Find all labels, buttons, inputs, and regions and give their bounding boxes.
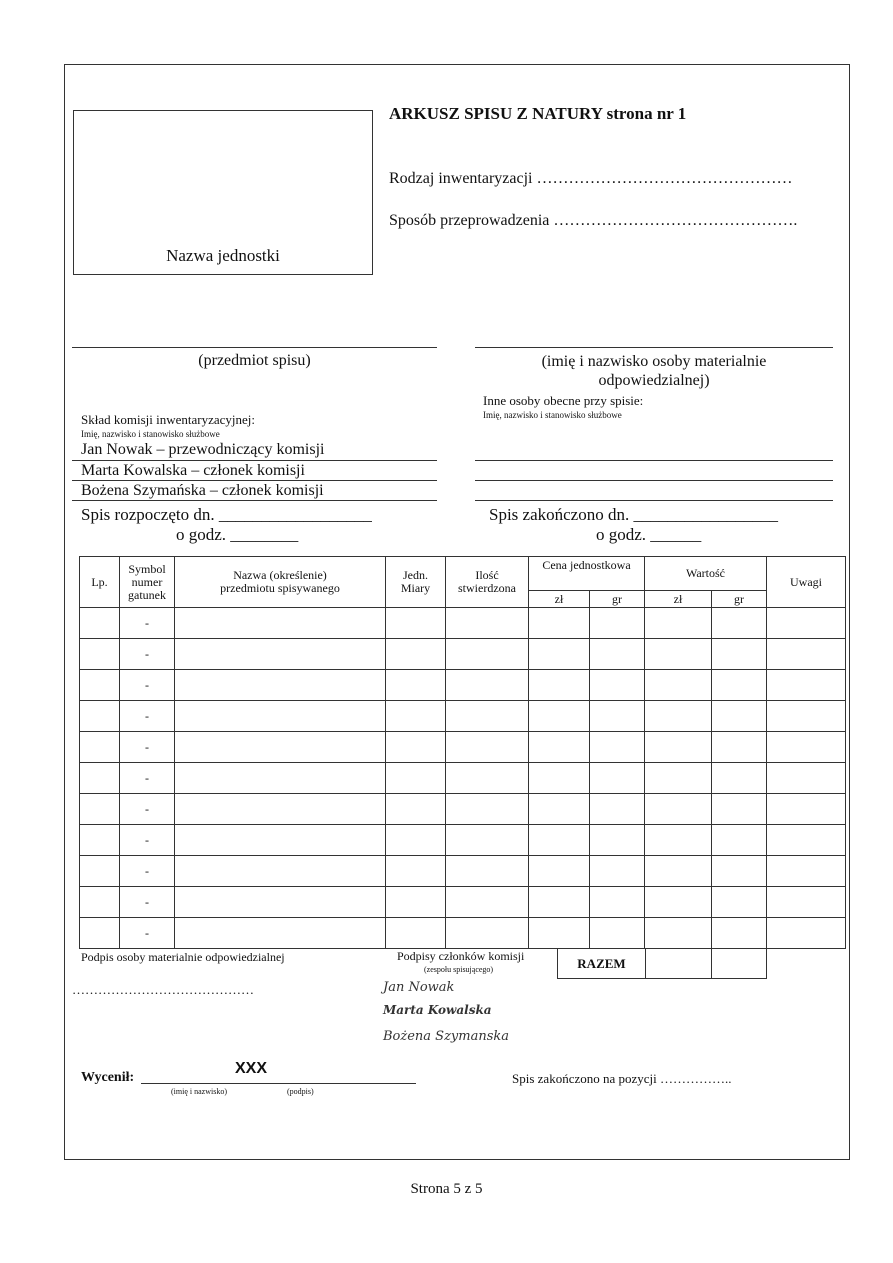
- row-symbol-cell: -: [120, 763, 175, 794]
- table-cell: [529, 763, 590, 794]
- table-cell: [529, 918, 590, 949]
- table-cell: [712, 732, 767, 763]
- table-cell: [529, 608, 590, 639]
- row-symbol-cell: -: [120, 639, 175, 670]
- start-date-field: Spis rozpoczęto dn. __________________: [81, 505, 372, 524]
- table-row: [80, 732, 846, 763]
- table-cell: [767, 856, 846, 887]
- table-cell: [446, 887, 529, 918]
- others-line-3: [475, 500, 833, 501]
- valued-by-line: [141, 1083, 416, 1084]
- header-unit-line1: Jedn.: [403, 568, 428, 582]
- table-cell: [590, 856, 645, 887]
- table-cell: [529, 825, 590, 856]
- total-label: RAZEM: [558, 949, 646, 979]
- table-cell: [175, 887, 386, 918]
- row-symbol-cell: -: [120, 670, 175, 701]
- table-cell: [712, 825, 767, 856]
- table-cell: [712, 887, 767, 918]
- table-cell: [386, 856, 446, 887]
- table-cell: [446, 732, 529, 763]
- header-qty-line1: Ilość: [475, 568, 499, 582]
- row-symbol-cell: -: [120, 732, 175, 763]
- row-symbol-cell: -: [120, 856, 175, 887]
- header-name: [175, 557, 386, 608]
- table-cell: [712, 670, 767, 701]
- table-cell: [645, 763, 712, 794]
- table-cell: [767, 794, 846, 825]
- header-qty: [446, 557, 529, 608]
- table-cell: [767, 670, 846, 701]
- row-symbol-cell: -: [120, 608, 175, 639]
- valued-by-label: Wycenił:: [81, 1070, 135, 1085]
- table-row: [80, 763, 846, 794]
- commission-member-1: Jan Nowak – przewodniczący komisji: [81, 441, 325, 458]
- table-cell: [590, 918, 645, 949]
- header-price-gr: gr: [590, 591, 645, 608]
- method-field: Sposób przeprowadzenia ……………………………………….: [389, 212, 798, 229]
- table-cell: [529, 856, 590, 887]
- table-cell: [767, 608, 846, 639]
- row-symbol-cell: -: [120, 887, 175, 918]
- member-line-2: [72, 480, 437, 481]
- responsible-signature-dots: ……………………………………: [72, 982, 254, 997]
- header-value: Wartość: [645, 557, 767, 591]
- header-price-zl: zł: [529, 591, 590, 608]
- valued-by-name-hint: (imię i nazwisko): [171, 1087, 227, 1096]
- others-title: Inne osoby obecne przy spisie:: [483, 393, 644, 408]
- table-cell: [529, 794, 590, 825]
- start-time-field: o godz. ________: [176, 525, 299, 544]
- table-cell: [767, 887, 846, 918]
- table-cell: [446, 701, 529, 732]
- table-cell: [80, 732, 120, 763]
- total-table: [557, 948, 767, 979]
- responsible-label: [475, 352, 833, 390]
- table-cell: [446, 639, 529, 670]
- unit-name-label: Nazwa jednostki: [166, 246, 280, 265]
- valued-by-value: XXX: [235, 1060, 268, 1077]
- table-cell: [80, 670, 120, 701]
- header-name-line1: Nazwa (określenie): [233, 568, 327, 582]
- header-value-zl: zł: [645, 591, 712, 608]
- table-cell: [80, 701, 120, 732]
- total-zl: [646, 949, 712, 979]
- table-cell: [446, 918, 529, 949]
- others-subtitle: Imię, nazwisko i stanowisko służbowe: [483, 410, 622, 420]
- table-cell: [590, 794, 645, 825]
- table-cell: [767, 918, 846, 949]
- table-cell: [175, 608, 386, 639]
- table-cell: [175, 701, 386, 732]
- commission-member-2: Marta Kowalska – członek komisji: [81, 462, 305, 479]
- row-symbol-cell: -: [120, 918, 175, 949]
- table-cell: [175, 639, 386, 670]
- table-cell: [446, 825, 529, 856]
- table-body: [80, 608, 846, 949]
- table-cell: [529, 732, 590, 763]
- responsible-line: [475, 347, 833, 348]
- others-line-2: [475, 480, 833, 481]
- sheet-title: ARKUSZ SPISU Z NATURY strona nr 1: [389, 104, 687, 123]
- table-cell: [175, 732, 386, 763]
- table-cell: [590, 825, 645, 856]
- table-cell: [446, 608, 529, 639]
- responsible-label-line1: (imię i nazwisko osoby materialnie: [541, 353, 767, 370]
- table-header-row: [80, 557, 846, 591]
- table-cell: [645, 794, 712, 825]
- table-cell: [645, 856, 712, 887]
- table-cell: [386, 732, 446, 763]
- table-cell: [590, 608, 645, 639]
- table-cell: [80, 763, 120, 794]
- table-cell: [446, 794, 529, 825]
- table-row: [80, 608, 846, 639]
- table-cell: [529, 887, 590, 918]
- row-symbol-cell: -: [120, 794, 175, 825]
- table-cell: [590, 701, 645, 732]
- responsible-label-line2: odpowiedzialnej): [598, 372, 710, 389]
- table-cell: [712, 918, 767, 949]
- table-cell: [386, 639, 446, 670]
- table-cell: [80, 825, 120, 856]
- others-line-1: [475, 460, 833, 461]
- responsible-signature-label: Podpis osoby materialnie odpowiedzialnej: [81, 950, 285, 964]
- table-cell: [590, 670, 645, 701]
- table-row: [80, 639, 846, 670]
- table-cell: [175, 918, 386, 949]
- table-cell: [712, 608, 767, 639]
- table-cell: [386, 608, 446, 639]
- table-cell: [645, 608, 712, 639]
- member-line-1: [72, 460, 437, 461]
- table-row: [80, 918, 846, 949]
- table-row: [80, 701, 846, 732]
- table-cell: [767, 639, 846, 670]
- table-cell: [712, 701, 767, 732]
- header-symbol: Symbol numer gatunek: [120, 557, 175, 608]
- table-cell: [80, 887, 120, 918]
- table-cell: [590, 639, 645, 670]
- table-cell: [80, 639, 120, 670]
- table-cell: [80, 608, 120, 639]
- table-cell: [645, 887, 712, 918]
- table-cell: [712, 794, 767, 825]
- table-cell: [529, 639, 590, 670]
- subject-label: (przedmiot spisu): [198, 352, 311, 369]
- table-cell: [645, 732, 712, 763]
- table-row: [80, 887, 846, 918]
- header-name-line2: przedmiotu spisywanego: [220, 581, 340, 595]
- table-cell: [590, 887, 645, 918]
- table-cell: [767, 732, 846, 763]
- table-cell: [645, 670, 712, 701]
- table-row: [80, 794, 846, 825]
- table-cell: [80, 918, 120, 949]
- table-cell: [175, 794, 386, 825]
- members-signature-label: Podpisy członków komisji: [397, 949, 525, 963]
- table-cell: [590, 763, 645, 794]
- members-signature-sub: (zespołu spisującego): [424, 965, 494, 974]
- table-cell: [386, 794, 446, 825]
- inventory-type-field: Rodzaj inwentaryzacji …………………………………………: [389, 170, 793, 187]
- table-cell: [712, 856, 767, 887]
- table-row: [80, 856, 846, 887]
- commission-title: Skład komisji inwentaryzacyjnej:: [81, 412, 256, 427]
- valued-by-sign-hint: (podpis): [287, 1087, 314, 1096]
- commission-subtitle: Imię, nazwisko i stanowisko służbowe: [81, 429, 220, 439]
- table-cell: [386, 887, 446, 918]
- table-cell: [386, 825, 446, 856]
- table-cell: [446, 763, 529, 794]
- member-line-3: [72, 500, 437, 501]
- commission-member-3: Bożena Szymańska – członek komisji: [81, 482, 324, 499]
- signature-jan-nowak: Jan Nowak: [383, 980, 455, 995]
- table-cell: [645, 918, 712, 949]
- inventory-table: [79, 556, 846, 949]
- row-symbol-cell: -: [120, 701, 175, 732]
- header-price: Cena jednostkowa: [529, 557, 645, 591]
- end-time-field: o godz. ______: [596, 525, 702, 544]
- row-symbol-cell: -: [120, 825, 175, 856]
- table-cell: [80, 794, 120, 825]
- table-cell: [645, 701, 712, 732]
- table-cell: [446, 670, 529, 701]
- end-date-field: Spis zakończono dn. _________________: [489, 505, 778, 524]
- table-cell: [80, 856, 120, 887]
- ended-position-field: Spis zakończono na pozycji ……………..: [512, 1071, 732, 1086]
- signature-bozena-szymanska: Bożena Szymanska: [383, 1029, 510, 1044]
- table-cell: [386, 670, 446, 701]
- table-cell: [767, 825, 846, 856]
- header-value-gr: gr: [712, 591, 767, 608]
- table-cell: [529, 701, 590, 732]
- signature-marta-kowalska: Marta Kowalska: [383, 1003, 492, 1017]
- total-row: [558, 949, 767, 979]
- table-cell: [645, 639, 712, 670]
- header-qty-line2: stwierdzona: [458, 581, 516, 595]
- table-row: [80, 670, 846, 701]
- table-cell: [175, 670, 386, 701]
- table-cell: [386, 763, 446, 794]
- header-lp: Lp.: [80, 557, 120, 608]
- table-cell: [446, 856, 529, 887]
- subject-line: [72, 347, 437, 348]
- table-cell: [386, 701, 446, 732]
- table-cell: [767, 763, 846, 794]
- header-unit: [386, 557, 446, 608]
- table-cell: [175, 825, 386, 856]
- table-cell: [712, 639, 767, 670]
- table-cell: [712, 763, 767, 794]
- table-cell: [175, 763, 386, 794]
- page-number: Strona 5 z 5: [410, 1181, 483, 1197]
- header-notes: Uwagi: [767, 557, 846, 608]
- table-cell: [175, 856, 386, 887]
- table-cell: [590, 732, 645, 763]
- table-cell: [767, 701, 846, 732]
- table-row: [80, 825, 846, 856]
- table-cell: [529, 670, 590, 701]
- table-cell: [645, 825, 712, 856]
- header-unit-line2: Miary: [400, 581, 431, 595]
- total-gr: [712, 949, 767, 979]
- table-cell: [386, 918, 446, 949]
